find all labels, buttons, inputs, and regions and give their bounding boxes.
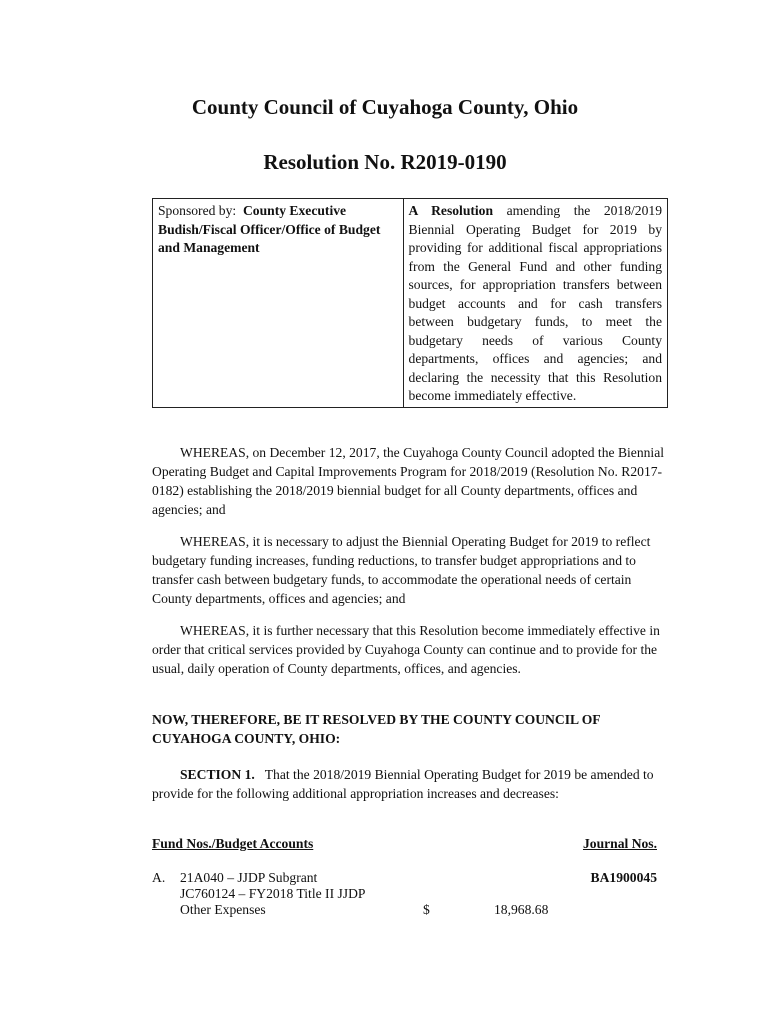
whereas-paragraph-1: WHEREAS, on December 12, 2017, the Cuyahoga County Council adopted the Biennial Operating Budget and Capital Improvements Program for 2018/2019 (Resolution No. R2017-0182) establishing the 2018/2019 biennial budget for all County departments, offices and agencies; and — [152, 445, 664, 517]
whereas-paragraph-3: WHEREAS, it is further necessary that this Resolution become immediately effective in order that critical services provided by Cuyahoga County can continue and to provide for the usual, daily operation of County departments, offices, and agencies. — [152, 623, 660, 676]
section-1-paragraph — [152, 765, 664, 803]
sponsor-prefix: Sponsored by: — [158, 203, 237, 218]
item-letter: A. — [152, 870, 166, 885]
sponsor-name: County Executive Budish/Fiscal Officer/Office of Budget and Management — [158, 203, 381, 255]
whereas-paragraph-2: WHEREAS, it is necessary to adjust the Biennial Operating Budget for 2019 to reflect budgetary funding increases, funding reductions, to transfer budget appropriations and to transfer cash between budgetary funds, to accommodate the operational needs of certain County departments, offices and agencies; and — [152, 534, 651, 606]
item-fund: 21A040 – JJDP Subgrant — [180, 870, 318, 885]
section-1-label: SECTION 1. — [180, 767, 255, 782]
sponsor-table — [152, 198, 668, 408]
resolved-clause: NOW, THEREFORE, BE IT RESOLVED BY THE COUNTY COUNCIL OF CUYAHOGA COUNTY, OHIO: — [152, 712, 601, 746]
item-account: JC760124 – FY2018 Title II JJDP — [180, 886, 366, 901]
resolution-summary-cell — [403, 199, 667, 408]
item-expense-category: Other Expenses — [180, 902, 266, 917]
resolution-lead: A Resolution — [408, 203, 494, 218]
journal-numbers-header: Journal Nos. — [582, 836, 657, 851]
item-journal-number: BA1900045 — [590, 870, 657, 885]
resolution-number: Resolution No. R2019-0190 — [263, 150, 507, 174]
section-1-text: That the 2018/2019 Biennial Operating Budget for 2019 be amended to provide for the following additional appropriation increases and decreases: — [152, 767, 654, 801]
sponsor-cell — [153, 199, 404, 408]
resolution-summary: amending the 2018/2019 Biennial Operating Budget for 2019 by providing for additional fiscal appropriations from the General Fund and other funding sources, for appropriation transfers between budget accounts and for cash transfers between budgetary funds, to meet the budgetary needs of various County departments, offices and agencies; and declaring the necessity that this Resolution become immediately effective. — [408, 203, 662, 403]
item-amount: 18,968.68 — [494, 902, 549, 917]
fund-accounts-header: Fund Nos./Budget Accounts — [152, 836, 314, 851]
document-title: County Council of Cuyahoga County, Ohio — [191, 95, 579, 119]
item-currency-symbol: $ — [423, 902, 430, 917]
